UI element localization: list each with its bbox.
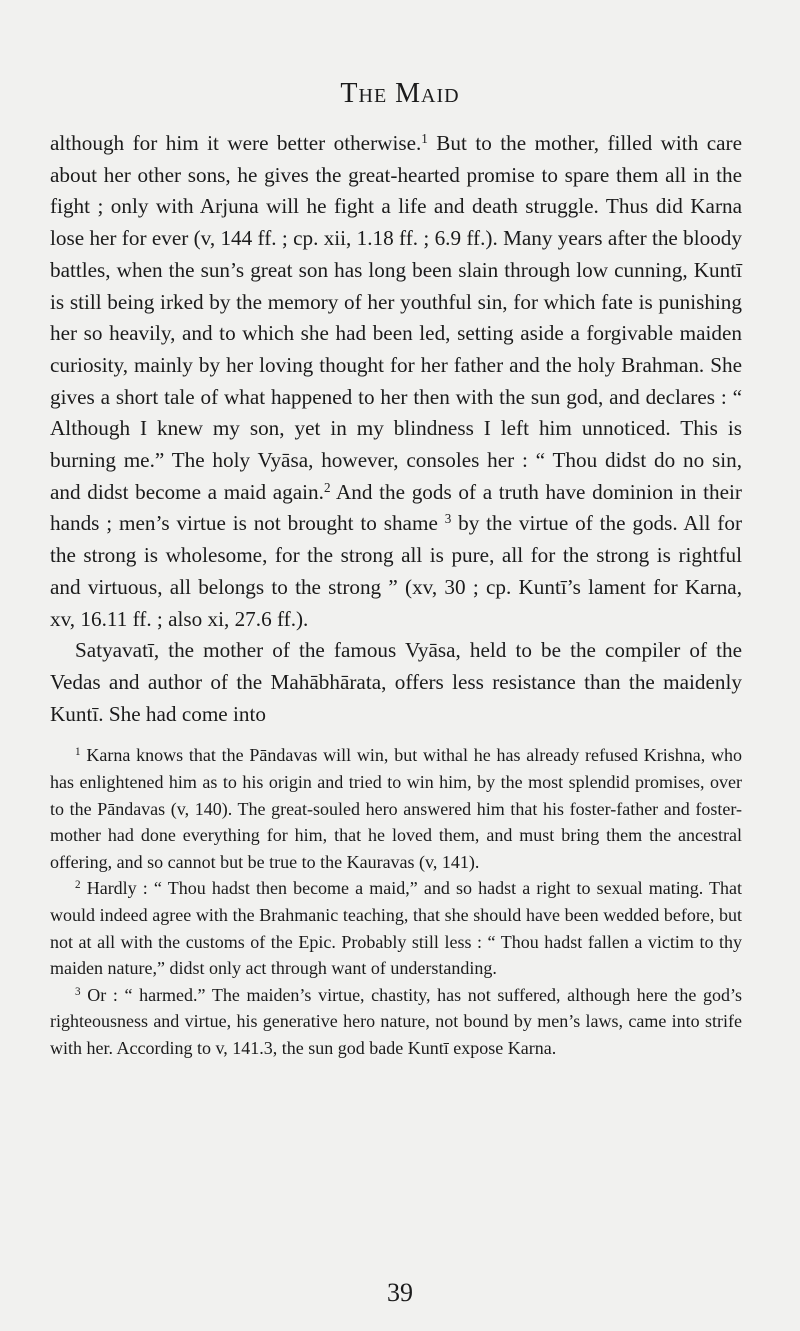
footnote-ref-2: 2 — [323, 479, 331, 495]
page-body — [50, 128, 742, 1061]
footnote-number: 2 — [75, 879, 81, 892]
footnote-2 — [50, 875, 742, 981]
running-title: The Maid — [340, 78, 460, 109]
footnote-text: Hardly : “ Thou hadst then become a maid,” and so hadst a right to sexual mating. That would indeed agree with the Brahmanic teaching, that she should have been wedded before, but not at all with the customs of the Epic. Probably still less : “ Thou hadst fallen a victim to thy maiden nature,” didst only act through want of understanding. — [50, 878, 742, 979]
paragraph-1-part-d: by the virtue of the gods. All for the strong is wholesome, for the strong all is pure, all for the strong is rightful and virtuous, all belongs to the strong ” (xv, 30 ; cp. Kuntī’s lament for Karna, xv, 16.11 ff. ; also xi, 27.6 ff.). — [50, 511, 742, 631]
page-number: 39 — [387, 1278, 413, 1307]
footnote-number: 1 — [75, 746, 81, 759]
paragraph-2 — [50, 635, 742, 730]
main-text — [50, 128, 742, 730]
footnote-ref-3: 3 — [444, 511, 452, 527]
paragraph-1 — [50, 128, 742, 635]
footnote-text: Karna knows that the Pāndavas will win, but withal he has already refused Krishna, who has enlightened him as to his origin and tried to win him, by the most splendid promises, over to the Pāndavas (v, 140). The great-souled hero answered him that his foster-father and foster-mother had done everything for him, that he loved them, and must bring them the ancestral offering, and so cannot but be true to the Kauravas (v, 141). — [50, 745, 742, 872]
paragraph-1-part-a: although for him it were better otherwise. — [50, 131, 422, 155]
footnote-text: Or : “ harmed.” The maiden’s virtue, chastity, has not suffered, although here the god’s righteousness and virtue, his generative hero nature, not bound by men’s laws, came into strife with her. According to v, 141.3, the sun god bade Kuntī expose Karna. — [50, 984, 742, 1058]
paragraph-2-text: Satyavatī, the mother of the famous Vyāsa, held to be the compiler of the Vedas and author of the Mahābhārata, offers less resistance than the maidenly Kuntī. She had come into — [50, 638, 742, 726]
footnote-ref-1: 1 — [421, 130, 428, 146]
footnotes — [50, 742, 742, 1061]
footnote-1 — [50, 742, 742, 875]
paragraph-1-part-b: But to the mother, filled with care about her other sons, he gives the great-hearted promise to spare them all in the fight ; only with Arjuna will he fight a life and death struggle. Thus did Karna lose her for ever (v, 144 ff. ; cp. xii, 1.18 ff. ; 6.9 ff.). Many years after the bloody battles, when the sun’s great son has long been slain through low cunning, Kuntī is still being irked by the memory of her youthful sin, for which fate is punishing her so heavily, and to which she had been led, setting aside a forgivable maiden curiosity, mainly by her loving thought for her father and the holy Brahman. She gives a short tale of what happened to her then with the sun god, and declares : “ Although I knew my son, yet in my blindness I left him unnoticed. This is burning me.” The holy Vyāsa, however, consoles her : “ Thou didst do no sin, and didst become a maid again. — [50, 131, 742, 504]
paragraph-1-part-c: And the gods of a truth have dominion in their hands ; men’s virtue is not brought to shame — [50, 479, 742, 536]
footnote-number: 3 — [75, 985, 81, 998]
footnote-3 — [50, 982, 742, 1062]
